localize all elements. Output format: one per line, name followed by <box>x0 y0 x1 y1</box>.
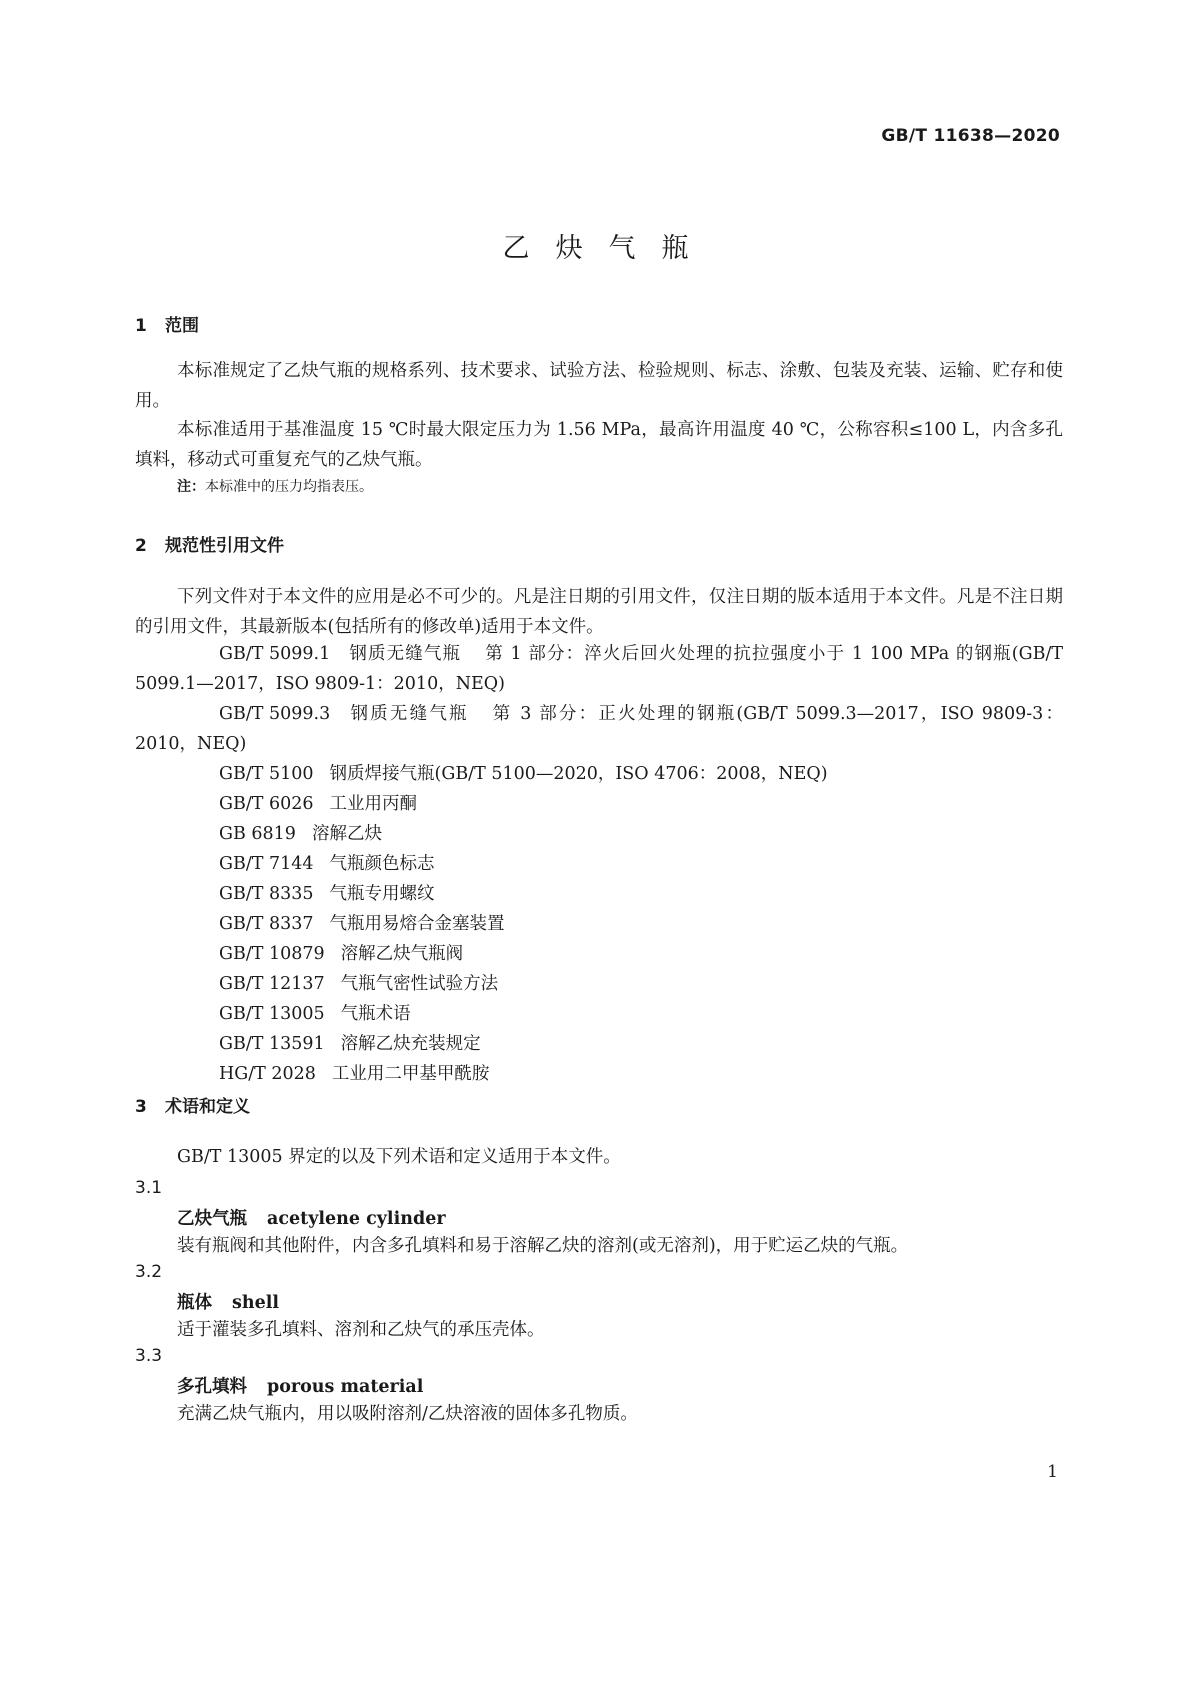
note-label: 注： <box>177 479 205 495</box>
reference-title: 气瓶专用螺纹 <box>329 884 435 904</box>
reference-title: 钢质无缝气瓶 <box>348 644 462 664</box>
reference-code: GB/T 7144 <box>219 854 314 874</box>
term-zh: 多孔填料 <box>177 1377 247 1397</box>
term-definition: 装有瓶阀和其他附件，内含多孔填料和易于溶解乙炔的溶剂(或无溶剂)，用于贮运乙炔的气瓶。 <box>177 1236 909 1256</box>
section-number: 3 <box>135 1097 147 1117</box>
reference-code: GB 6819 <box>219 824 296 844</box>
section-title: 范围 <box>165 316 199 336</box>
term-heading <box>177 1289 279 1314</box>
section-1-heading <box>135 311 199 336</box>
reference-code: GB/T 13591 <box>219 1034 325 1054</box>
reference-item <box>135 879 1063 909</box>
section-2-intro: 下列文件对于本文件的应用是必不可少的。凡是注日期的引用文件，仅注日期的版本适用于本文件。凡是不注日期的引用文件，其最新版本(包括所有的修改单)适用于本文件。 <box>135 587 1063 637</box>
section-title: 术语和定义 <box>165 1097 250 1117</box>
reference-item <box>135 1059 1063 1089</box>
term-zh: 瓶体 <box>177 1293 212 1313</box>
reference-item <box>135 939 1063 969</box>
standard-code: GB/T 11638—2020 <box>881 126 1060 146</box>
reference-code: GB/T 5099.1 <box>219 644 331 664</box>
reference-list <box>135 639 1063 1089</box>
reference-item <box>135 789 1063 819</box>
reference-item <box>135 849 1063 879</box>
reference-title: 钢质焊接气瓶(GB/T 5100—2020，ISO 4706：2008，NEQ) <box>329 764 828 784</box>
reference-title: 气瓶气密性试验方法 <box>340 974 499 994</box>
page-number: 1 <box>1047 1462 1058 1482</box>
section-1-note <box>177 476 373 496</box>
section-3-intro: GB/T 13005 界定的以及下列术语和定义适用于本文件。 <box>177 1147 621 1167</box>
section-number: 2 <box>135 536 147 556</box>
term-number: 3.2 <box>135 1262 163 1282</box>
term-definition: 充满乙炔气瓶内，用以吸附溶剂/乙炔溶液的固体多孔物质。 <box>177 1404 638 1424</box>
section-title: 规范性引用文件 <box>165 536 284 556</box>
reference-code: GB/T 12137 <box>219 974 325 994</box>
term-en: shell <box>232 1293 280 1313</box>
term-zh: 乙炔气瓶 <box>177 1209 247 1229</box>
reference-item <box>135 999 1063 1029</box>
reference-item <box>135 699 1063 759</box>
note-text: 本标准中的压力均指表压。 <box>205 479 373 495</box>
reference-title: 气瓶颜色标志 <box>329 854 435 874</box>
term-en: porous material <box>267 1377 424 1397</box>
term-number: 3.1 <box>135 1178 163 1198</box>
reference-title: 气瓶术语 <box>340 1004 411 1024</box>
term-heading <box>177 1373 423 1398</box>
reference-code: GB/T 8335 <box>219 884 314 904</box>
reference-item <box>135 909 1063 939</box>
term-heading <box>177 1205 446 1230</box>
reference-item <box>135 759 1063 789</box>
reference-code: GB/T 6026 <box>219 794 314 814</box>
section-2-heading <box>135 531 284 556</box>
reference-title: 溶解乙炔 <box>311 824 382 844</box>
reference-code: GB/T 5099.3 <box>219 704 331 724</box>
reference-title: 工业用二甲基甲酰胺 <box>331 1064 490 1084</box>
reference-item <box>135 639 1063 699</box>
term-en: acetylene cylinder <box>267 1209 446 1229</box>
section-number: 1 <box>135 316 147 336</box>
reference-part: 第 1 部分：淬火后回火处理的抗拉强度小于 1 100 MPa 的钢瓶(GB/T 5099.1—2017，ISO 9809-1：2010，NEQ) <box>135 644 1064 694</box>
reference-code: GB/T 13005 <box>219 1004 325 1024</box>
reference-title: 工业用丙酮 <box>329 794 418 814</box>
reference-code: GB/T 10879 <box>219 944 325 964</box>
term-number: 3.3 <box>135 1346 163 1366</box>
section-1-paragraph-2: 本标准适用于基准温度 15 ℃时最大限定压力为 1.56 MPa，最高许用温度 40 ℃，公称容积≤100 L，内含多孔填料，移动式可重复充气的乙炔气瓶。 <box>135 420 1063 470</box>
section-3-heading <box>135 1092 250 1117</box>
reference-item <box>135 969 1063 999</box>
reference-part: 第 3 部分：正火处理的钢瓶(GB/T 5099.3—2017，ISO 9809-3：2010，NEQ) <box>135 704 1063 754</box>
term-definition: 适于灌装多孔填料、溶剂和乙炔气的承压壳体。 <box>177 1320 545 1340</box>
reference-code: GB/T 8337 <box>219 914 314 934</box>
reference-title: 溶解乙炔气瓶阀 <box>340 944 464 964</box>
reference-code: GB/T 5100 <box>219 764 314 784</box>
section-1-paragraph-1: 本标准规定了乙炔气瓶的规格系列、技术要求、试验方法、检验规则、标志、涂敷、包装及充装、运输、贮存和使用。 <box>135 361 1063 411</box>
reference-title: 气瓶用易熔合金塞装置 <box>329 914 505 934</box>
reference-code: HG/T 2028 <box>219 1064 316 1084</box>
document-title: 乙炔气瓶 <box>502 233 715 264</box>
reference-item <box>135 819 1063 849</box>
reference-title: 钢质无缝气瓶 <box>348 704 469 724</box>
reference-item <box>135 1029 1063 1059</box>
reference-title: 溶解乙炔充装规定 <box>340 1034 481 1054</box>
